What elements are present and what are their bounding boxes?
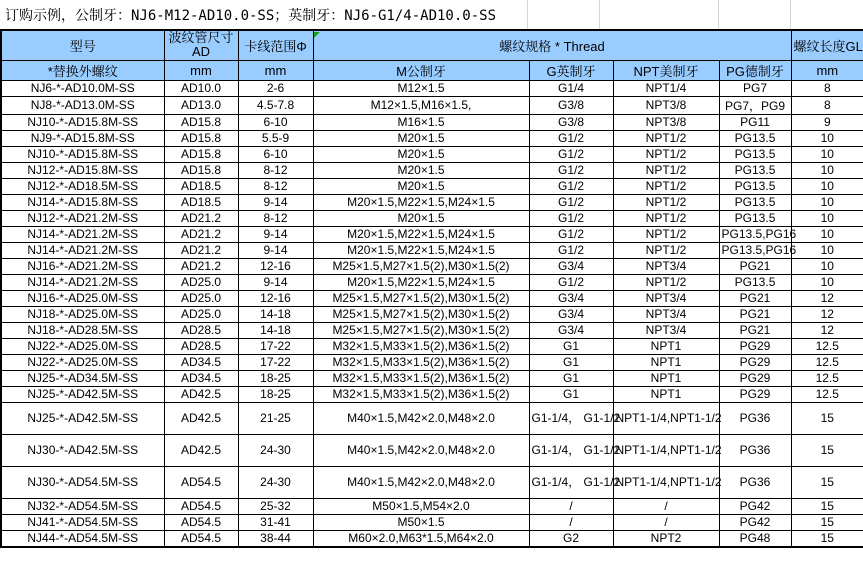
header-gl-unit[interactable]: mm	[791, 60, 863, 80]
cell-m[interactable]: M20×1.5	[313, 130, 529, 146]
table-row	[1, 370, 863, 386]
cell-gl[interactable]: 12.5	[791, 370, 863, 386]
cell-m[interactable]: M50×1.5	[313, 514, 529, 530]
cell-m[interactable]: M32×1.5,M33×1.5(2),M36×1.5(2)	[313, 386, 529, 402]
cell-m[interactable]: M60×2.0,M63*1.5,M64×2.0	[313, 530, 529, 547]
cell-model[interactable]: NJ14-*-AD21.2M-SS	[1, 274, 164, 290]
cell-pg[interactable]: PG21	[719, 290, 791, 306]
cell-ad[interactable]: AD18.5	[164, 194, 238, 210]
cell-model[interactable]: NJ18-*-AD28.5M-SS	[1, 322, 164, 338]
cell-model[interactable]: NJ14-*-AD21.2M-SS	[1, 226, 164, 242]
cell-model[interactable]: NJ22-*-AD25.0M-SS	[1, 354, 164, 370]
cell-npt[interactable]: NPT3/4	[613, 290, 719, 306]
table-row	[1, 162, 863, 178]
cell-clamp[interactable]: 4.5-7.8	[238, 96, 313, 114]
cell-g[interactable]: G3/4	[529, 322, 613, 338]
cell-pg[interactable]: PG21	[719, 306, 791, 322]
cell-model[interactable]: NJ25-*-AD42.5M-SS	[1, 386, 164, 402]
cell-g[interactable]: G1/2	[529, 226, 613, 242]
cell-pg[interactable]: PG13.5,PG16	[719, 242, 791, 258]
cell-npt[interactable]: NPT1-1/4,NPT1-1/2	[613, 402, 719, 434]
cell-clamp[interactable]: 8-12	[238, 210, 313, 226]
cell-m[interactable]: M20×1.5	[313, 210, 529, 226]
cell-model[interactable]: NJ25-*-AD34.5M-SS	[1, 370, 164, 386]
spreadsheet-gridline	[527, 0, 528, 29]
cell-gl[interactable]: 10	[791, 146, 863, 162]
cell-npt[interactable]: NPT1/2	[613, 242, 719, 258]
cell-model[interactable]: NJ10-*-AD15.8M-SS	[1, 114, 164, 130]
header-pg-thread[interactable]: PG德制牙	[719, 60, 791, 80]
cell-pg[interactable]: PG36	[719, 434, 791, 466]
cell-gl[interactable]: 10	[791, 178, 863, 194]
table-row	[1, 242, 863, 258]
cell-g[interactable]: G1	[529, 354, 613, 370]
cell-clamp[interactable]: 14-18	[238, 306, 313, 322]
cell-m[interactable]: M20×1.5,M22×1.5,M24×1.5	[313, 242, 529, 258]
cell-pg[interactable]: PG13.5	[719, 130, 791, 146]
order-example-title: 订购示例，公制牙：NJ6-M12-AD10.0-SS；英制牙：NJ6-G1/4-AD10.0-SS	[5, 8, 497, 24]
cell-g[interactable]: G1/2	[529, 130, 613, 146]
cell-gl[interactable]: 12.5	[791, 386, 863, 402]
cell-m[interactable]: M40×1.5,M42×2.0,M48×2.0	[313, 402, 529, 434]
table-row	[1, 274, 863, 290]
cell-g[interactable]: G1-1/4， G1-1/2	[529, 402, 613, 434]
cell-ad[interactable]: AD15.8	[164, 146, 238, 162]
table-row	[1, 498, 863, 514]
table-row	[1, 96, 863, 114]
table-row	[1, 146, 863, 162]
cell-ad[interactable]: AD15.8	[164, 114, 238, 130]
cell-gl[interactable]: 15	[791, 530, 863, 547]
cell-g[interactable]: G3/8	[529, 114, 613, 130]
cell-model[interactable]: NJ44-*-AD54.5M-SS	[1, 530, 164, 547]
cell-clamp[interactable]: 24-30	[238, 466, 313, 498]
cell-g[interactable]: G1/2	[529, 162, 613, 178]
cell-m[interactable]: M12×1.5,M16×1.5,	[313, 96, 529, 114]
cell-ad[interactable]: AD42.5	[164, 386, 238, 402]
cell-pg[interactable]: PG13.5	[719, 274, 791, 290]
cell-npt[interactable]: NPT1-1/4,NPT1-1/2	[613, 434, 719, 466]
cell-m[interactable]: M40×1.5,M42×2.0,M48×2.0	[313, 434, 529, 466]
cell-npt[interactable]: NPT3/8	[613, 114, 719, 130]
cell-ad[interactable]: AD25.0	[164, 290, 238, 306]
cell-npt[interactable]: NPT1	[613, 338, 719, 354]
cell-g[interactable]: G1/2	[529, 242, 613, 258]
cell-npt[interactable]: NPT3/4	[613, 258, 719, 274]
cell-clamp[interactable]: 18-25	[238, 386, 313, 402]
header-row-2	[1, 60, 863, 80]
cell-ad[interactable]: AD34.5	[164, 370, 238, 386]
table-row	[1, 226, 863, 242]
cell-m[interactable]: M20×1.5	[313, 146, 529, 162]
cell-gl[interactable]: 10	[791, 258, 863, 274]
cell-clamp[interactable]: 18-25	[238, 370, 313, 386]
cell-clamp[interactable]: 8-12	[238, 178, 313, 194]
table-row	[1, 530, 863, 547]
table-row	[1, 130, 863, 146]
cell-clamp[interactable]: 9-14	[238, 274, 313, 290]
cell-clamp[interactable]: 6-10	[238, 114, 313, 130]
cell-g[interactable]: G2	[529, 530, 613, 547]
cell-model[interactable]: NJ6-*-AD10.0M-SS	[1, 80, 164, 96]
table-row	[1, 114, 863, 130]
header-thread-group[interactable]: 螺纹规格 * Thread	[313, 30, 791, 60]
cell-m[interactable]: M25×1.5,M27×1.5(2),M30×1.5(2)	[313, 306, 529, 322]
cell-gl[interactable]: 10	[791, 242, 863, 258]
cell-clamp[interactable]: 12-16	[238, 258, 313, 274]
cell-ad[interactable]: AD21.2	[164, 210, 238, 226]
cell-npt[interactable]: NPT1/2	[613, 178, 719, 194]
cell-g[interactable]: G1/2	[529, 274, 613, 290]
table-row	[1, 338, 863, 354]
header-ad-line1: 波纹管尺寸	[168, 30, 234, 45]
cell-ad[interactable]: AD42.5	[164, 434, 238, 466]
cell-ad[interactable]: AD42.5	[164, 402, 238, 434]
cell-pg[interactable]: PG36	[719, 466, 791, 498]
cell-pg[interactable]: PG11	[719, 114, 791, 130]
header-metric-thread[interactable]: M公制牙	[313, 60, 529, 80]
cell-gl[interactable]: 10	[791, 130, 863, 146]
cell-ad[interactable]: AD54.5	[164, 514, 238, 530]
cell-model[interactable]: NJ41-*-AD54.5M-SS	[1, 514, 164, 530]
cell-clamp[interactable]: 9-14	[238, 226, 313, 242]
header-g-thread[interactable]: G英制牙	[529, 60, 613, 80]
cell-model[interactable]: NJ8-*-AD13.0M-SS	[1, 96, 164, 114]
cell-npt[interactable]: /	[613, 498, 719, 514]
cell-pg[interactable]: PG13.5	[719, 194, 791, 210]
spec-table	[0, 29, 863, 548]
cell-pg[interactable]: PG29	[719, 354, 791, 370]
spreadsheet-gridline	[718, 0, 719, 29]
table-row	[1, 80, 863, 96]
cell-clamp[interactable]: 6-10	[238, 146, 313, 162]
cell-npt[interactable]: NPT1-1/4,NPT1-1/2	[613, 466, 719, 498]
header-ad-line2: AD	[191, 44, 211, 60]
cell-g[interactable]: G3/4	[529, 258, 613, 274]
cell-gl[interactable]: 12	[791, 322, 863, 338]
cell-m[interactable]: M20×1.5	[313, 178, 529, 194]
table-row	[1, 306, 863, 322]
cell-ad[interactable]: AD28.5	[164, 338, 238, 354]
cell-npt[interactable]: NPT1/2	[613, 146, 719, 162]
cell-ad[interactable]: AD21.2	[164, 226, 238, 242]
cell-model[interactable]: NJ14-*-AD15.8M-SS	[1, 194, 164, 210]
cell-gl[interactable]: 9	[791, 114, 863, 130]
cell-npt[interactable]: /	[613, 514, 719, 530]
cell-gl[interactable]: 12.5	[791, 354, 863, 370]
cell-model[interactable]: NJ32-*-AD54.5M-SS	[1, 498, 164, 514]
cell-ad[interactable]: AD15.8	[164, 130, 238, 146]
cell-g[interactable]: G1	[529, 338, 613, 354]
cell-clamp[interactable]: 25-32	[238, 498, 313, 514]
cell-gl[interactable]: 12	[791, 306, 863, 322]
cell-g[interactable]: G1	[529, 370, 613, 386]
cell-model[interactable]: NJ30-*-AD54.5M-SS	[1, 466, 164, 498]
cell-model[interactable]: NJ12-*-AD15.8M-SS	[1, 162, 164, 178]
cell-model[interactable]: NJ12-*-AD21.2M-SS	[1, 210, 164, 226]
table-row	[1, 290, 863, 306]
cell-clamp[interactable]: 9-14	[238, 242, 313, 258]
cell-m[interactable]: M16×1.5	[313, 114, 529, 130]
cell-model[interactable]: NJ9-*-AD15.8M-SS	[1, 130, 164, 146]
cell-pg[interactable]: PG29	[719, 338, 791, 354]
cell-g[interactable]: G1/2	[529, 178, 613, 194]
cell-gl[interactable]: 8	[791, 96, 863, 114]
cell-pg[interactable]: PG42	[719, 514, 791, 530]
cell-clamp[interactable]: 17-22	[238, 338, 313, 354]
cell-model[interactable]: NJ22-*-AD25.0M-SS	[1, 338, 164, 354]
cell-gl[interactable]: 12	[791, 290, 863, 306]
cell-npt[interactable]: NPT1/2	[613, 130, 719, 146]
cell-g[interactable]: G1	[529, 386, 613, 402]
cell-g[interactable]: G1/2	[529, 210, 613, 226]
cell-pg[interactable]: PG29	[719, 386, 791, 402]
cell-g[interactable]: /	[529, 514, 613, 530]
cell-ad[interactable]: AD28.5	[164, 322, 238, 338]
cell-npt[interactable]: NPT1/2	[613, 210, 719, 226]
cell-pg[interactable]: PG13.5	[719, 210, 791, 226]
cell-model[interactable]: NJ14-*-AD21.2M-SS	[1, 242, 164, 258]
cell-ad[interactable]: AD21.2	[164, 258, 238, 274]
cell-clamp[interactable]: 9-14	[238, 194, 313, 210]
table-row	[1, 386, 863, 402]
cell-npt[interactable]: NPT1/2	[613, 162, 719, 178]
cell-npt[interactable]: NPT3/4	[613, 306, 719, 322]
cell-gl[interactable]: 10	[791, 162, 863, 178]
cell-npt[interactable]: NPT3/8	[613, 96, 719, 114]
cell-m[interactable]: M25×1.5,M27×1.5(2),M30×1.5(2)	[313, 322, 529, 338]
cell-clamp[interactable]: 38-44	[238, 530, 313, 547]
cell-model[interactable]: NJ16-*-AD21.2M-SS	[1, 258, 164, 274]
cell-m[interactable]: M20×1.5,M22×1.5,M24×1.5	[313, 226, 529, 242]
cell-npt[interactable]: NPT1	[613, 386, 719, 402]
cell-clamp[interactable]: 2-6	[238, 80, 313, 96]
cell-npt[interactable]: NPT1/4	[613, 80, 719, 96]
cell-gl[interactable]: 15	[791, 466, 863, 498]
cell-ad[interactable]: AD18.5	[164, 178, 238, 194]
cell-npt[interactable]: NPT1	[613, 354, 719, 370]
cell-clamp[interactable]: 5.5-9	[238, 130, 313, 146]
header-replace-thread[interactable]: *替换外螺纹	[1, 60, 164, 80]
cell-gl[interactable]: 15	[791, 402, 863, 434]
cell-clamp[interactable]: 24-30	[238, 434, 313, 466]
cell-clamp[interactable]: 17-22	[238, 354, 313, 370]
cell-m[interactable]: M25×1.5,M27×1.5(2),M30×1.5(2)	[313, 258, 529, 274]
cell-pg[interactable]: PG21	[719, 258, 791, 274]
cell-gl[interactable]: 10	[791, 210, 863, 226]
table-row	[1, 178, 863, 194]
table-row	[1, 354, 863, 370]
cell-model[interactable]: NJ10-*-AD15.8M-SS	[1, 146, 164, 162]
cell-m[interactable]: M20×1.5,M22×1.5,M24×1.5	[313, 274, 529, 290]
header-row-1	[1, 30, 863, 60]
cell-pg[interactable]: PG13.5,PG16	[719, 226, 791, 242]
cell-ad[interactable]: AD13.0	[164, 96, 238, 114]
cell-ad[interactable]: AD54.5	[164, 466, 238, 498]
header-thread-length[interactable]: 螺纹长度GL	[791, 30, 863, 60]
cell-ad[interactable]: AD10.0	[164, 80, 238, 96]
cell-pg[interactable]: PG7，PG9	[719, 96, 791, 114]
cell-clamp[interactable]: 14-18	[238, 322, 313, 338]
cell-gl[interactable]: 10	[791, 226, 863, 242]
cell-ad[interactable]: AD21.2	[164, 242, 238, 258]
cell-m[interactable]: M20×1.5,M22×1.5,M24×1.5	[313, 194, 529, 210]
cell-npt[interactable]: NPT1/2	[613, 194, 719, 210]
cell-model[interactable]: NJ16-*-AD25.0M-SS	[1, 290, 164, 306]
table-row	[1, 514, 863, 530]
cell-g[interactable]: G3/8	[529, 96, 613, 114]
cell-ad[interactable]: AD54.5	[164, 498, 238, 514]
cell-pg[interactable]: PG13.5	[719, 162, 791, 178]
cell-gl[interactable]: 10	[791, 274, 863, 290]
cell-model[interactable]: NJ25-*-AD42.5M-SS	[1, 402, 164, 434]
cell-ad[interactable]: AD34.5	[164, 354, 238, 370]
cell-m[interactable]: M12×1.5	[313, 80, 529, 96]
cell-model[interactable]: NJ30-*-AD42.5M-SS	[1, 434, 164, 466]
cell-pg[interactable]: PG13.5	[719, 178, 791, 194]
cell-model[interactable]: NJ12-*-AD18.5M-SS	[1, 178, 164, 194]
table-row	[1, 258, 863, 274]
cell-gl[interactable]: 10	[791, 194, 863, 210]
cell-m[interactable]: M20×1.5	[313, 162, 529, 178]
spreadsheet-gridline	[790, 0, 791, 29]
cell-gl[interactable]: 12.5	[791, 338, 863, 354]
cell-g[interactable]: G1-1/4， G1-1/2	[529, 434, 613, 466]
cell-pg[interactable]: PG29	[719, 370, 791, 386]
header-ad-unit[interactable]: mm	[164, 60, 238, 80]
cell-g[interactable]: G1/2	[529, 146, 613, 162]
cell-m[interactable]: M32×1.5,M33×1.5(2),M36×1.5(2)	[313, 354, 529, 370]
cell-g[interactable]: G1/2	[529, 194, 613, 210]
table-body	[1, 80, 863, 547]
cell-npt[interactable]: NPT1/2	[613, 226, 719, 242]
cell-npt[interactable]: NPT1	[613, 370, 719, 386]
cell-clamp[interactable]: 31-41	[238, 514, 313, 530]
cell-npt[interactable]: NPT2	[613, 530, 719, 547]
cell-g[interactable]: /	[529, 498, 613, 514]
cell-npt[interactable]: NPT1/2	[613, 274, 719, 290]
table-row	[1, 434, 863, 466]
cell-pg[interactable]: PG36	[719, 402, 791, 434]
cell-gl[interactable]: 15	[791, 434, 863, 466]
cell-g[interactable]: G1/4	[529, 80, 613, 96]
cell-m[interactable]: M32×1.5,M33×1.5(2),M36×1.5(2)	[313, 338, 529, 354]
cell-pg[interactable]: PG13.5	[719, 146, 791, 162]
cell-clamp[interactable]: 21-25	[238, 402, 313, 434]
cell-m[interactable]: M50×1.5,M54×2.0	[313, 498, 529, 514]
cell-pg[interactable]: PG21	[719, 322, 791, 338]
table-row	[1, 210, 863, 226]
header-clamp-range[interactable]: 卡线范围Φ	[238, 30, 313, 60]
cell-ad[interactable]: AD54.5	[164, 530, 238, 547]
cell-m[interactable]: M32×1.5,M33×1.5(2),M36×1.5(2)	[313, 370, 529, 386]
cell-ad[interactable]: AD25.0	[164, 306, 238, 322]
table-row	[1, 322, 863, 338]
cell-model[interactable]: NJ18-*-AD25.0M-SS	[1, 306, 164, 322]
table-row	[1, 194, 863, 210]
cell-pg[interactable]: PG42	[719, 498, 791, 514]
cell-g[interactable]: G3/4	[529, 306, 613, 322]
cell-gl[interactable]: 15	[791, 498, 863, 514]
cell-clamp[interactable]: 8-12	[238, 162, 313, 178]
cell-ad[interactable]: AD25.0	[164, 274, 238, 290]
cell-m[interactable]: M40×1.5,M42×2.0,M48×2.0	[313, 466, 529, 498]
header-ad[interactable]	[164, 30, 238, 60]
table-row	[1, 402, 863, 434]
header-npt-thread[interactable]: NPT美制牙	[613, 60, 719, 80]
cell-pg[interactable]: PG7	[719, 80, 791, 96]
cell-ad[interactable]: AD15.8	[164, 162, 238, 178]
comment-flag-icon	[314, 32, 320, 38]
header-model[interactable]: 型号	[1, 30, 164, 60]
cell-npt[interactable]: NPT3/4	[613, 322, 719, 338]
cell-m[interactable]: M25×1.5,M27×1.5(2),M30×1.5(2)	[313, 290, 529, 306]
table-row	[1, 466, 863, 498]
cell-gl[interactable]: 8	[791, 80, 863, 96]
spreadsheet-gridline	[599, 0, 600, 29]
header-clamp-unit[interactable]: mm	[238, 60, 313, 80]
cell-pg[interactable]: PG48	[719, 530, 791, 547]
cell-clamp[interactable]: 12-16	[238, 290, 313, 306]
cell-gl[interactable]: 15	[791, 514, 863, 530]
cell-g[interactable]: G1-1/4， G1-1/2	[529, 466, 613, 498]
cell-g[interactable]: G3/4	[529, 290, 613, 306]
